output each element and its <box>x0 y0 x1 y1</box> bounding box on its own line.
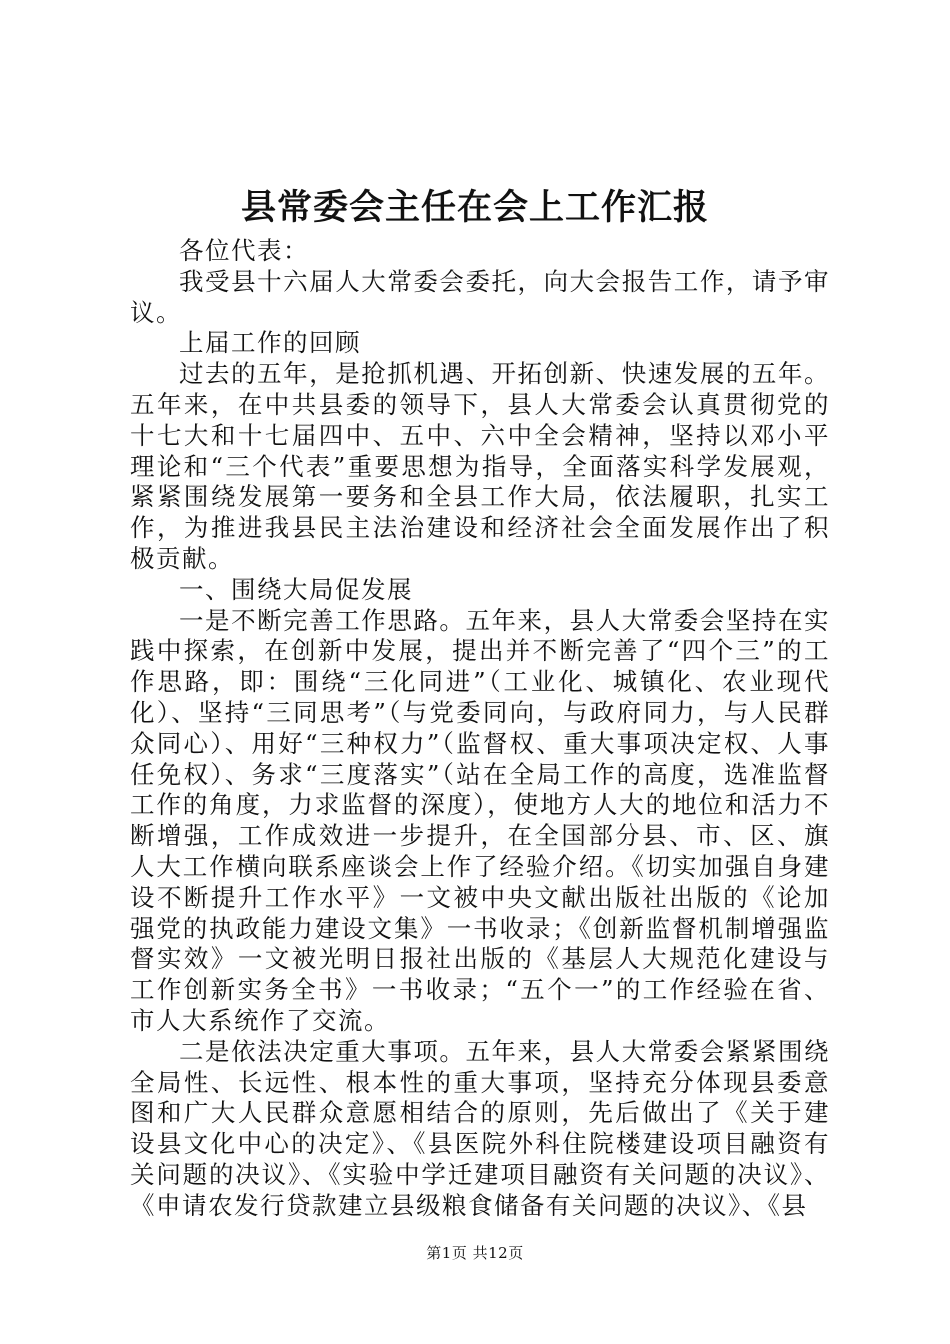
paragraph-salutation: 各位代表： <box>179 236 309 265</box>
document-title: 县常委会主任在会上工作汇报 <box>240 187 709 228</box>
paragraph-intro: 我受县十六届人大常委会委托，向大会报告工作，请予审议。 <box>130 266 830 327</box>
section-heading-1: 一、围绕大局促发展 <box>179 574 413 604</box>
page-number: 第1页 共12页 <box>426 1244 524 1262</box>
paragraph-point-2: 二是依法决定重大事项。五年来，县人大常委会紧紧围绕全局性、长远性、根本性的重大事项，坚持充分体现县委意图和广大人民群众意愿相结合的原则，先后做出了《关于建设县文化中心的决定》、《县医院外科住院楼建设项目融资有关问题的决议》、《实验中学迁建项目融资有关问题的决议》、《申请农发行贷款建立县级粮食储备有关问题的决议》、《县 <box>130 1036 830 1220</box>
section-heading-review: 上届工作的回顾 <box>179 328 361 358</box>
document-body <box>130 236 830 1222</box>
paragraph-point-1: 一是不断完善工作思路。五年来，县人大常委会坚持在实践中探索，在创新中发展，提出并不断完善了“四个三”的工作思路，即：围绕“三化同进”（工业化、城镇化、农业现代化）、坚持“三同思考”（与党委同向，与政府同力，与人民群众同心）、用好“三种权力”（监督权、重大事项决定权、人事任免权）、务求“三度落实”（站在全局工作的高度，选准监督工作的角度，力求监督的深度），使地方人大的地位和活力不断增强，工作成效进一步提升，在全国部分县、市、区、旗人大工作横向联系座谈会上作了经验介绍。《切实加强自身建设不断提升工作水平》一文被中央文献出版社出版的《论加强党的执政能力建设文集》一书收录；《创新监督机制增强监督实效》一文被光明日报社出版的《基层人大规范化建设与工作创新实务全书》一书收录；“五个一”的工作经验在省、市人大系统作了交流。 <box>130 605 830 1035</box>
paragraph-overview: 过去的五年，是抢抓机遇、开拓创新、快速发展的五年。五年来，在中共县委的领导下，县人大常委会认真贯彻党的十七大和十七届四中、五中、六中全会精神，坚持以邓小平理论和“三个代表”重要思想为指导，全面落实科学发展观，紧紧围绕发展第一要务和全县工作大局，依法履职，扎实工作，为推进我县民主法治建设和经济社会全面发展作出了积极贡献。 <box>130 359 830 573</box>
